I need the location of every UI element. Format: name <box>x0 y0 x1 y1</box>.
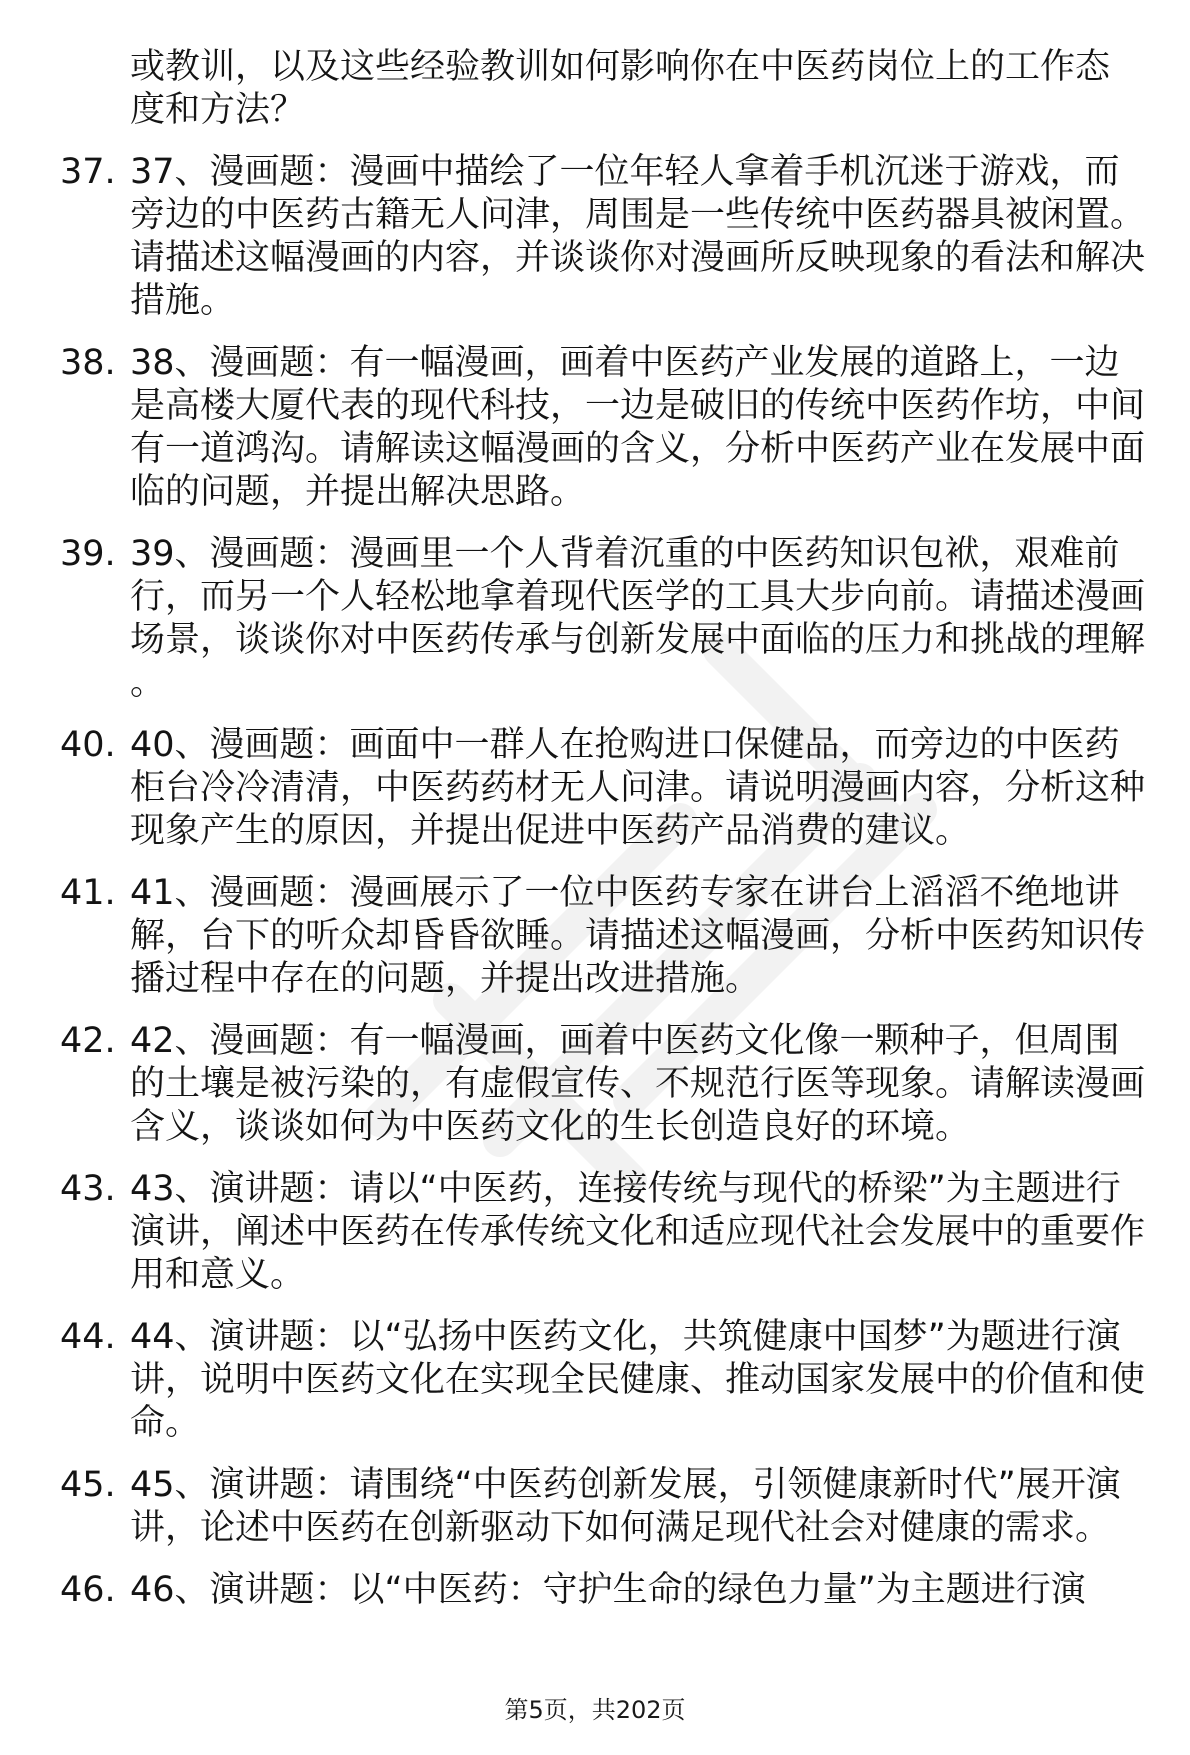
question-number: 41. <box>60 873 116 913</box>
question-item-46 <box>60 1569 1150 1612</box>
question-item-38 <box>60 342 1150 514</box>
question-number: 42. <box>60 1021 116 1061</box>
question-item-44 <box>60 1316 1150 1445</box>
question-item-41 <box>60 872 1150 1001</box>
question-text: 39、漫画题：漫画里一个人背着沉重的中医药知识包袱，艰难前行，而另一个人轻松地拿着现代医学的工具大步向前。请描述漫画场景，谈谈你对中医药传承与创新发展中面临的压力和挑战的理解。 <box>130 534 1146 703</box>
previous-question-continuation: 或教训，以及这些经验教训如何影响你在中医药岗位上的工作态度和方法？ <box>130 47 1111 130</box>
question-number: 44. <box>60 1317 116 1357</box>
question-item-37 <box>60 151 1150 323</box>
question-text: 44、演讲题：以“弘扬中医药文化，共筑健康中国梦”为题进行演讲，说明中医药文化在实现全民健康、推动国家发展中的价值和使命。 <box>130 1317 1146 1443</box>
question-text: 42、漫画题：有一幅漫画，画着中医药文化像一颗种子，但周围的土壤是被污染的，有虚假宣传、不规范行医等现象。请解读漫画含义，谈谈如何为中医药文化的生长创造良好的环境。 <box>130 1021 1146 1147</box>
question-number: 39. <box>60 534 116 574</box>
question-text: 46、演讲题：以“中医药：守护生命的绿色力量”为主题进行演 <box>130 1570 1086 1610</box>
question-text: 40、漫画题：画面中一群人在抢购进口保健品，而旁边的中医药柜台冷冷清清，中医药药材无人问津。请说明漫画内容，分析这种现象产生的原因，并提出促进中医药产品消费的建议。 <box>130 725 1146 851</box>
question-list <box>60 46 1150 1631</box>
question-text: 37、漫画题：漫画中描绘了一位年轻人拿着手机沉迷于游戏，而旁边的中医药古籍无人问津，周围是一些传统中医药器具被闲置。请描述这幅漫画的内容，并谈谈你对漫画所反映现象的看法和解决措施。 <box>130 152 1146 321</box>
question-number: 37. <box>60 152 116 192</box>
question-number: 45. <box>60 1465 116 1505</box>
question-item-42 <box>60 1020 1150 1149</box>
question-text: 38、漫画题：有一幅漫画，画着中医药产业发展的道路上，一边是高楼大厦代表的现代科技，一边是破旧的传统中医药作坊，中间有一道鸿沟。请解读这幅漫画的含义，分析中医药产业在发展中面临的问题，并提出解决思路。 <box>130 343 1146 512</box>
question-text: 41、漫画题：漫画展示了一位中医药专家在讲台上滔滔不绝地讲解，台下的听众却昏昏欲睡。请描述这幅漫画，分析中医药知识传播过程中存在的问题，并提出改进措施。 <box>130 873 1146 999</box>
question-number: 46. <box>60 1570 116 1610</box>
question-item-40 <box>60 724 1150 853</box>
question-item-39 <box>60 533 1150 705</box>
question-item-45 <box>60 1464 1150 1550</box>
question-number: 40. <box>60 725 116 765</box>
question-text: 45、演讲题：请围绕“中医药创新发展，引领健康新时代”展开演讲，论述中医药在创新驱动下如何满足现代社会对健康的需求。 <box>130 1465 1121 1548</box>
question-item-43 <box>60 1168 1150 1297</box>
question-number: 38. <box>60 343 116 383</box>
page-footer: 第5页，共202页 <box>504 1696 686 1724</box>
question-number: 43. <box>60 1169 116 1209</box>
question-text: 43、演讲题：请以“中医药，连接传统与现代的桥梁”为主题进行演讲，阐述中医药在传承传统文化和适应现代社会发展中的重要作用和意义。 <box>130 1169 1146 1295</box>
